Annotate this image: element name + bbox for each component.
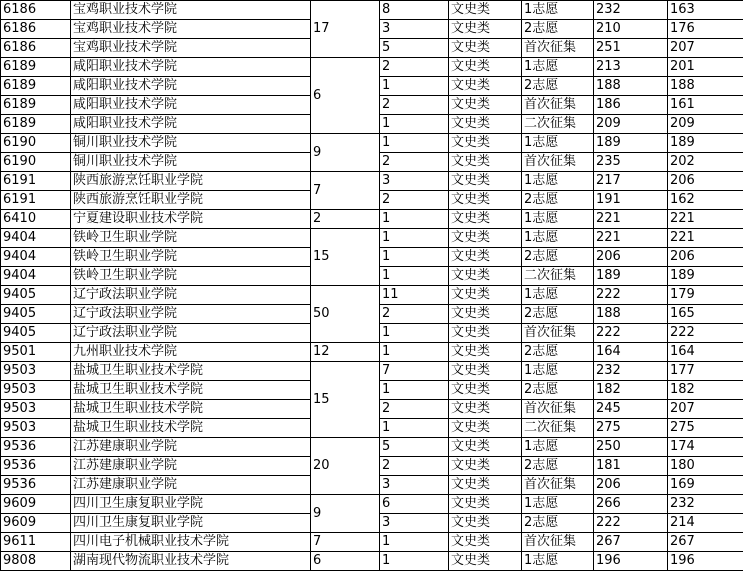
school-code-cell: 6189: [1, 96, 71, 115]
school-name-cell: 咸阳职业技术学院: [71, 96, 311, 115]
admitted-count-cell: 2: [380, 153, 449, 172]
admission-round-cell: 1志愿: [522, 495, 594, 514]
admitted-count-cell: 1: [380, 381, 449, 400]
subject-type-cell: 文史类: [449, 495, 522, 514]
min-score-cell: 221: [668, 229, 743, 248]
max-score-cell: 209: [594, 115, 668, 134]
school-name-cell: 陕西旅游烹饪职业学院: [71, 172, 311, 191]
subject-type-cell: 文史类: [449, 552, 522, 571]
admitted-count-cell: 1: [380, 267, 449, 286]
admitted-count-cell: 6: [380, 495, 449, 514]
subject-type-cell: 文史类: [449, 514, 522, 533]
max-score-cell: 213: [594, 58, 668, 77]
max-score-cell: 232: [594, 1, 668, 20]
max-score-cell: 217: [594, 172, 668, 191]
school-name-cell: 四川电子机械职业技术学院: [71, 533, 311, 552]
admission-round-cell: 1志愿: [522, 286, 594, 305]
school-name-cell: 铁岭卫生职业学院: [71, 248, 311, 267]
school-code-cell: 9405: [1, 286, 71, 305]
admitted-count-cell: 3: [380, 514, 449, 533]
subject-type-cell: 文史类: [449, 286, 522, 305]
plan-count-cell: 12: [311, 343, 380, 362]
school-code-cell: 9536: [1, 438, 71, 457]
min-score-cell: 267: [668, 533, 743, 552]
admission-round-cell: 2志愿: [522, 305, 594, 324]
admission-round-cell: 1志愿: [522, 1, 594, 20]
school-name-cell: 辽宁政法职业学院: [71, 324, 311, 343]
admitted-count-cell: 2: [380, 191, 449, 210]
subject-type-cell: 文史类: [449, 438, 522, 457]
admission-round-cell: 2志愿: [522, 514, 594, 533]
max-score-cell: 235: [594, 153, 668, 172]
subject-type-cell: 文史类: [449, 267, 522, 286]
admitted-count-cell: 2: [380, 58, 449, 77]
admitted-count-cell: 2: [380, 400, 449, 419]
school-code-cell: 9503: [1, 362, 71, 381]
school-code-cell: 9609: [1, 495, 71, 514]
admitted-count-cell: 1: [380, 77, 449, 96]
school-name-cell: 辽宁政法职业学院: [71, 305, 311, 324]
school-name-cell: 宝鸡职业技术学院: [71, 20, 311, 39]
table-row: [1, 1, 743, 20]
school-code-cell: 9404: [1, 229, 71, 248]
plan-count-cell: 6: [311, 552, 380, 571]
max-score-cell: 275: [594, 419, 668, 438]
admitted-count-cell: 5: [380, 39, 449, 58]
min-score-cell: 189: [668, 134, 743, 153]
school-name-cell: 宝鸡职业技术学院: [71, 1, 311, 20]
min-score-cell: 206: [668, 172, 743, 191]
admission-round-cell: 首次征集: [522, 400, 594, 419]
admission-round-cell: 首次征集: [522, 39, 594, 58]
admission-round-cell: 1志愿: [522, 438, 594, 457]
max-score-cell: 206: [594, 248, 668, 267]
min-score-cell: 165: [668, 305, 743, 324]
school-name-cell: 铜川职业技术学院: [71, 134, 311, 153]
admission-round-cell: 2志愿: [522, 343, 594, 362]
max-score-cell: 196: [594, 552, 668, 571]
subject-type-cell: 文史类: [449, 39, 522, 58]
admitted-count-cell: 7: [380, 362, 449, 381]
school-code-cell: 6410: [1, 210, 71, 229]
max-score-cell: 221: [594, 229, 668, 248]
admission-round-cell: 1志愿: [522, 58, 594, 77]
school-name-cell: 江苏建康职业学院: [71, 438, 311, 457]
admission-round-cell: 二次征集: [522, 419, 594, 438]
plan-count-cell: 9: [311, 134, 380, 172]
admitted-count-cell: 1: [380, 343, 449, 362]
max-score-cell: 267: [594, 533, 668, 552]
subject-type-cell: 文史类: [449, 476, 522, 495]
admission-round-cell: 2志愿: [522, 248, 594, 267]
admitted-count-cell: 1: [380, 552, 449, 571]
school-name-cell: 咸阳职业技术学院: [71, 77, 311, 96]
admission-round-cell: 首次征集: [522, 533, 594, 552]
max-score-cell: 189: [594, 134, 668, 153]
admission-round-cell: 首次征集: [522, 324, 594, 343]
admission-round-cell: 1志愿: [522, 134, 594, 153]
admission-round-cell: 首次征集: [522, 96, 594, 115]
school-code-cell: 9503: [1, 419, 71, 438]
min-score-cell: 164: [668, 343, 743, 362]
subject-type-cell: 文史类: [449, 96, 522, 115]
school-code-cell: 9611: [1, 533, 71, 552]
subject-type-cell: 文史类: [449, 115, 522, 134]
admission-round-cell: 1志愿: [522, 552, 594, 571]
school-code-cell: 9405: [1, 305, 71, 324]
plan-count-cell: 6: [311, 58, 380, 134]
plan-count-cell: 7: [311, 533, 380, 552]
table-row: [1, 533, 743, 552]
admission-round-cell: 2志愿: [522, 457, 594, 476]
max-score-cell: 266: [594, 495, 668, 514]
subject-type-cell: 文史类: [449, 20, 522, 39]
school-code-cell: 9536: [1, 457, 71, 476]
admitted-count-cell: 1: [380, 115, 449, 134]
school-name-cell: 铁岭卫生职业学院: [71, 229, 311, 248]
min-score-cell: 232: [668, 495, 743, 514]
min-score-cell: 214: [668, 514, 743, 533]
table-row: [1, 172, 743, 191]
subject-type-cell: 文史类: [449, 305, 522, 324]
max-score-cell: 221: [594, 210, 668, 229]
school-code-cell: 6191: [1, 191, 71, 210]
plan-count-cell: 15: [311, 229, 380, 286]
min-score-cell: 182: [668, 381, 743, 400]
table-row: [1, 229, 743, 248]
admitted-count-cell: 11: [380, 286, 449, 305]
school-code-cell: 9503: [1, 400, 71, 419]
admission-round-cell: 2志愿: [522, 191, 594, 210]
max-score-cell: 186: [594, 96, 668, 115]
min-score-cell: 179: [668, 286, 743, 305]
subject-type-cell: 文史类: [449, 77, 522, 96]
min-score-cell: 275: [668, 419, 743, 438]
school-code-cell: 6186: [1, 39, 71, 58]
table-row: [1, 134, 743, 153]
min-score-cell: 222: [668, 324, 743, 343]
admission-round-cell: 1志愿: [522, 172, 594, 191]
subject-type-cell: 文史类: [449, 419, 522, 438]
min-score-cell: 169: [668, 476, 743, 495]
admitted-count-cell: 1: [380, 210, 449, 229]
school-name-cell: 盐城卫生职业技术学院: [71, 362, 311, 381]
max-score-cell: 188: [594, 305, 668, 324]
admitted-count-cell: 1: [380, 533, 449, 552]
subject-type-cell: 文史类: [449, 457, 522, 476]
admitted-count-cell: 2: [380, 305, 449, 324]
school-name-cell: 四川卫生康复职业学院: [71, 514, 311, 533]
min-score-cell: 207: [668, 39, 743, 58]
admitted-count-cell: 1: [380, 248, 449, 267]
school-name-cell: 铜川职业技术学院: [71, 153, 311, 172]
table-body: [1, 1, 743, 571]
school-code-cell: 9609: [1, 514, 71, 533]
school-name-cell: 九州职业技术学院: [71, 343, 311, 362]
max-score-cell: 222: [594, 286, 668, 305]
max-score-cell: 250: [594, 438, 668, 457]
min-score-cell: 162: [668, 191, 743, 210]
admitted-count-cell: 3: [380, 20, 449, 39]
subject-type-cell: 文史类: [449, 1, 522, 20]
table-row: [1, 210, 743, 229]
school-code-cell: 9404: [1, 248, 71, 267]
min-score-cell: 221: [668, 210, 743, 229]
subject-type-cell: 文史类: [449, 153, 522, 172]
table-row: [1, 343, 743, 362]
subject-type-cell: 文史类: [449, 343, 522, 362]
subject-type-cell: 文史类: [449, 172, 522, 191]
table-row: [1, 495, 743, 514]
plan-count-cell: 17: [311, 1, 380, 58]
max-score-cell: 251: [594, 39, 668, 58]
subject-type-cell: 文史类: [449, 381, 522, 400]
school-name-cell: 四川卫生康复职业学院: [71, 495, 311, 514]
admission-round-cell: 2志愿: [522, 77, 594, 96]
min-score-cell: 163: [668, 1, 743, 20]
max-score-cell: 182: [594, 381, 668, 400]
table-row: [1, 362, 743, 381]
school-code-cell: 6190: [1, 134, 71, 153]
plan-count-cell: 20: [311, 438, 380, 495]
plan-count-cell: 15: [311, 362, 380, 438]
min-score-cell: 206: [668, 248, 743, 267]
max-score-cell: 232: [594, 362, 668, 381]
admitted-count-cell: 1: [380, 419, 449, 438]
table-row: [1, 286, 743, 305]
min-score-cell: 189: [668, 267, 743, 286]
max-score-cell: 245: [594, 400, 668, 419]
school-name-cell: 辽宁政法职业学院: [71, 286, 311, 305]
plan-count-cell: 7: [311, 172, 380, 210]
admission-round-cell: 首次征集: [522, 476, 594, 495]
subject-type-cell: 文史类: [449, 58, 522, 77]
school-name-cell: 咸阳职业技术学院: [71, 58, 311, 77]
subject-type-cell: 文史类: [449, 324, 522, 343]
admitted-count-cell: 1: [380, 229, 449, 248]
school-name-cell: 陕西旅游烹饪职业学院: [71, 191, 311, 210]
min-score-cell: 201: [668, 58, 743, 77]
max-score-cell: 222: [594, 514, 668, 533]
subject-type-cell: 文史类: [449, 533, 522, 552]
school-code-cell: 9536: [1, 476, 71, 495]
school-name-cell: 盐城卫生职业技术学院: [71, 381, 311, 400]
school-code-cell: 9501: [1, 343, 71, 362]
admission-round-cell: 二次征集: [522, 267, 594, 286]
subject-type-cell: 文史类: [449, 362, 522, 381]
min-score-cell: 176: [668, 20, 743, 39]
school-name-cell: 宁夏建设职业技术学院: [71, 210, 311, 229]
admitted-count-cell: 3: [380, 476, 449, 495]
school-name-cell: 盐城卫生职业技术学院: [71, 400, 311, 419]
table-row: [1, 58, 743, 77]
max-score-cell: 189: [594, 267, 668, 286]
subject-type-cell: 文史类: [449, 191, 522, 210]
max-score-cell: 191: [594, 191, 668, 210]
min-score-cell: 202: [668, 153, 743, 172]
school-code-cell: 6189: [1, 115, 71, 134]
plan-count-cell: 9: [311, 495, 380, 533]
school-code-cell: 6186: [1, 20, 71, 39]
admission-round-cell: 二次征集: [522, 115, 594, 134]
min-score-cell: 174: [668, 438, 743, 457]
school-code-cell: 6189: [1, 58, 71, 77]
admission-round-cell: 2志愿: [522, 20, 594, 39]
admission-round-cell: 1志愿: [522, 362, 594, 381]
admitted-count-cell: 1: [380, 134, 449, 153]
school-code-cell: 9404: [1, 267, 71, 286]
school-code-cell: 9808: [1, 552, 71, 571]
max-score-cell: 206: [594, 476, 668, 495]
max-score-cell: 222: [594, 324, 668, 343]
min-score-cell: 209: [668, 115, 743, 134]
admission-round-cell: 1志愿: [522, 210, 594, 229]
min-score-cell: 180: [668, 457, 743, 476]
admitted-count-cell: 2: [380, 96, 449, 115]
school-code-cell: 6190: [1, 153, 71, 172]
table-row: [1, 438, 743, 457]
max-score-cell: 188: [594, 77, 668, 96]
school-code-cell: 9503: [1, 381, 71, 400]
school-code-cell: 6191: [1, 172, 71, 191]
admission-round-cell: 1志愿: [522, 229, 594, 248]
min-score-cell: 188: [668, 77, 743, 96]
admitted-count-cell: 8: [380, 1, 449, 20]
admission-round-cell: 首次征集: [522, 153, 594, 172]
subject-type-cell: 文史类: [449, 134, 522, 153]
min-score-cell: 161: [668, 96, 743, 115]
school-name-cell: 铁岭卫生职业学院: [71, 267, 311, 286]
school-name-cell: 湖南现代物流职业技术学院: [71, 552, 311, 571]
max-score-cell: 164: [594, 343, 668, 362]
max-score-cell: 210: [594, 20, 668, 39]
subject-type-cell: 文史类: [449, 229, 522, 248]
min-score-cell: 177: [668, 362, 743, 381]
school-name-cell: 盐城卫生职业技术学院: [71, 419, 311, 438]
admitted-count-cell: 2: [380, 457, 449, 476]
min-score-cell: 207: [668, 400, 743, 419]
admission-round-cell: 2志愿: [522, 381, 594, 400]
table-row: [1, 552, 743, 571]
school-code-cell: 6186: [1, 1, 71, 20]
school-name-cell: 咸阳职业技术学院: [71, 115, 311, 134]
plan-count-cell: 50: [311, 286, 380, 343]
school-code-cell: 9405: [1, 324, 71, 343]
max-score-cell: 181: [594, 457, 668, 476]
min-score-cell: 196: [668, 552, 743, 571]
plan-count-cell: 2: [311, 210, 380, 229]
school-name-cell: 江苏建康职业学院: [71, 457, 311, 476]
school-code-cell: 6189: [1, 77, 71, 96]
subject-type-cell: 文史类: [449, 210, 522, 229]
admitted-count-cell: 1: [380, 324, 449, 343]
admitted-count-cell: 5: [380, 438, 449, 457]
subject-type-cell: 文史类: [449, 400, 522, 419]
subject-type-cell: 文史类: [449, 248, 522, 267]
school-name-cell: 宝鸡职业技术学院: [71, 39, 311, 58]
admitted-count-cell: 3: [380, 172, 449, 191]
school-name-cell: 江苏建康职业学院: [71, 476, 311, 495]
